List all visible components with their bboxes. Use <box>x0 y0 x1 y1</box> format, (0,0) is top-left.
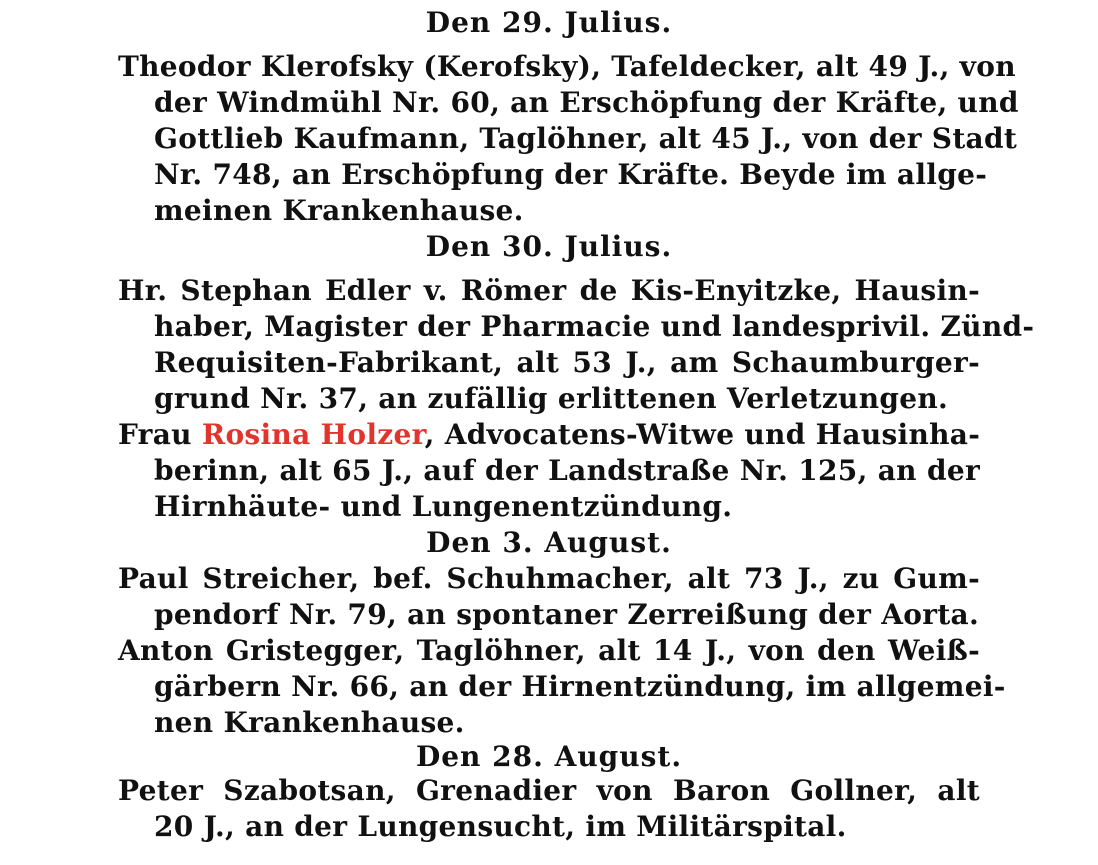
entry-line: Nr. 748, an Erschöpfung der Kräfte. Beyde im allge- <box>154 158 988 191</box>
date-heading: Den 28. August. <box>415 740 683 773</box>
entry-line <box>118 418 980 451</box>
entry-line: nen Krankenhause. <box>154 706 465 739</box>
entry-line: der Windmühl Nr. 60, an Erschöpfung der Kräfte, und <box>154 86 1019 119</box>
date-heading: Den 29. Julius. <box>425 6 673 39</box>
highlighted-name: Rosina Holzer <box>201 418 425 451</box>
entry-suffix: , Advocatens-Witwe und Hausinha- <box>424 418 981 451</box>
entry-line: Requisiten-Fabrikant, alt 53 J., am Schaumburger- <box>154 346 980 379</box>
entry-line: Hr. Stephan Edler v. Römer de Kis-Enyitzke, Hausin- <box>118 274 980 307</box>
entry-line: grund Nr. 37, an zufällig erlittenen Verletzungen. <box>154 382 949 415</box>
entry-line: gärbern Nr. 66, an der Hirnentzündung, im allgemei- <box>154 670 1006 703</box>
entry-line: Peter Szabotsan, Grenadier von Baron Gollner, alt <box>118 774 980 807</box>
entry-line: haber, Magister der Pharmacie und landesprivil. Zünd- <box>154 310 1035 343</box>
entry-line: pendorf Nr. 79, an spontaner Zerreißung der Aorta. <box>154 598 980 631</box>
entry-line: 20 J., an der Lungensucht, im Militärspital. <box>154 810 847 843</box>
entry-line: berinn, alt 65 J., auf der Landstraße Nr. 125, an der <box>154 454 980 487</box>
entry-line: Theodor Klerofsky (Kerofsky), Tafeldecker, alt 49 J., von <box>118 50 1016 83</box>
date-heading: Den 30. Julius. <box>425 230 673 263</box>
entry-line: Gottlieb Kaufmann, Taglöhner, alt 45 J., von der Stadt <box>154 122 1018 155</box>
entry-prefix: Frau <box>118 418 202 451</box>
entry-line: Paul Streicher, bef. Schuhmacher, alt 73 J., zu Gum- <box>118 562 980 595</box>
date-heading: Den 3. August. <box>426 526 672 559</box>
entry-line: Anton Gristegger, Taglöhner, alt 14 J., von den Weiß- <box>118 634 980 667</box>
entry-line: Hirnhäute- und Lungenentzündung. <box>154 490 733 523</box>
entry-line: meinen Krankenhause. <box>154 194 524 227</box>
document-page <box>118 0 1035 865</box>
